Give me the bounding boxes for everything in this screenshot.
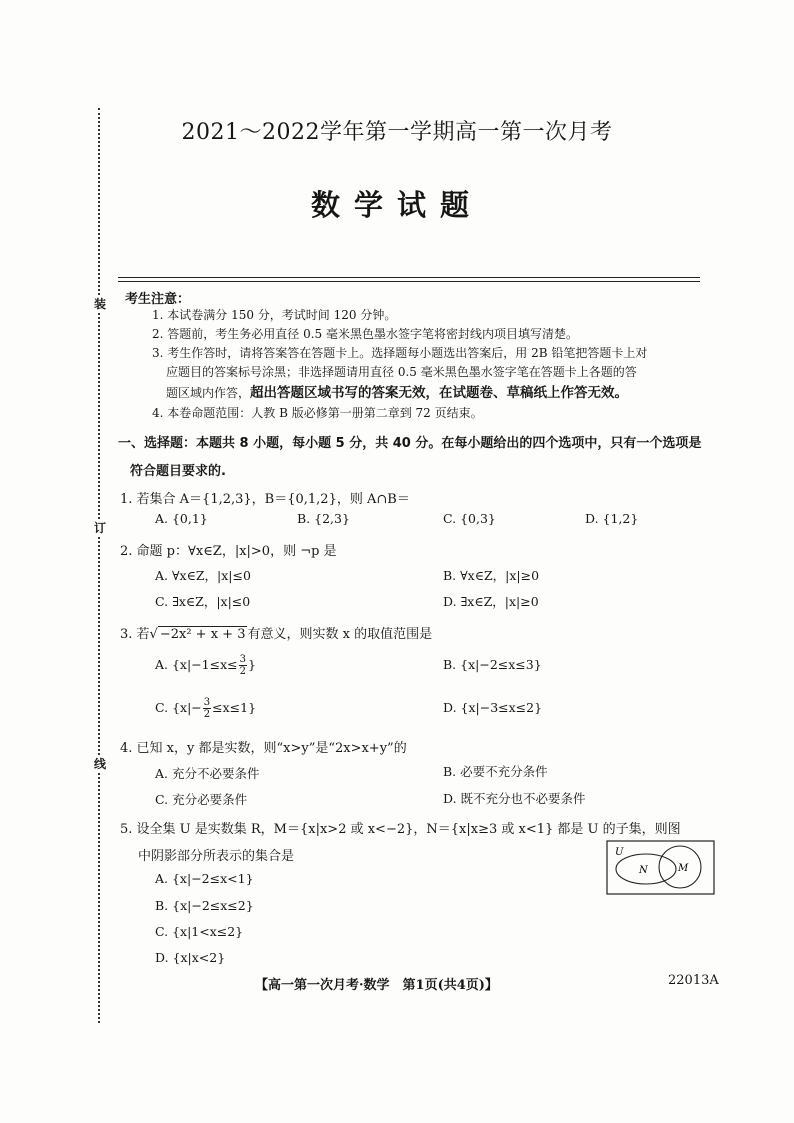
question-5-option-c: C. {x|1<x≤2} [155, 924, 244, 939]
question-1-option-a: A. {0,1} [155, 511, 208, 526]
notes-line-6: 4. 本卷命题范围：人教 B 版必修第一册第二章到 72 页结束。 [152, 406, 483, 420]
question-1-stem: 1. 若集合 A＝{1,2,3}，B＝{0,1,2}，则 A∩B＝ [120, 492, 410, 507]
binding-label-ding: 订 [93, 521, 106, 535]
binding-dotted-line [98, 108, 100, 1023]
venn-label-n: N [639, 865, 648, 876]
exam-title: 2021～2022学年第一学期高一第一次月考 [181, 120, 613, 145]
question-3-stem-post: 有意义，则实数 x 的取值范围是 [247, 627, 433, 642]
question-3-option-c-post: ≤x≤1} [212, 700, 257, 715]
sqrt-sign: √ [149, 627, 158, 642]
notes-line-5 [166, 381, 628, 401]
question-2-option-d: D. ∃x∈Z，|x|≥0 [443, 594, 539, 609]
question-1-option-c: C. {0,3} [443, 511, 496, 526]
notes-line-4: 应题目的答案标号涂黑；非选择题请用直径 0.5 毫米黑色墨水签字笔在答题卡上各题的答 [166, 365, 637, 379]
question-4-option-a: A. 充分不必要条件 [155, 766, 260, 781]
notes-heading: 考生注意： [125, 292, 191, 307]
fraction-numerator: 3 [203, 697, 211, 708]
question-3-option-a [155, 654, 256, 677]
fraction [203, 697, 211, 720]
question-4-stem: 4. 已知 x，y 都是实数，则“x>y”是“2x>x+y”的 [120, 741, 407, 756]
notes-line-5-plain: 题区域内作答， [166, 386, 251, 400]
question-3-option-a-post: } [248, 657, 256, 672]
question-2-option-a: A. ∀x∈Z，|x|≤0 [155, 568, 251, 583]
section-heading: 一、选择题：本题共 8 小题，每小题 5 分，共 40 分。在每小题给出的四个选项中，只有一个选项是 [118, 436, 702, 451]
question-3-option-c [155, 697, 256, 720]
binding-label-zhuang: 装 [93, 297, 106, 311]
header-rule-thick [118, 277, 700, 278]
header-rule-thin [118, 281, 700, 282]
fraction [239, 654, 247, 677]
question-5-option-d: D. {x|x<2} [155, 950, 226, 965]
question-3-option-d: D. {x|−3≤x≤2} [443, 700, 543, 715]
question-3-option-c-pre: C. {x|− [155, 700, 202, 715]
question-1-option-d: D. {1,2} [585, 511, 639, 526]
question-2-option-b: B. ∀x∈Z，|x|≥0 [443, 568, 540, 583]
question-4-option-c: C. 充分必要条件 [155, 792, 248, 807]
question-5-stem-cont: 中阴影部分所表示的集合是 [138, 849, 295, 864]
fraction-numerator: 3 [239, 654, 246, 665]
venn-label-m: M [678, 863, 689, 874]
notes-line-2: 2. 答题前，考生务必用直径 0.5 毫米黑色墨水签字笔将密封线内项目填写清楚。 [152, 327, 578, 341]
paper-code: 22013A [668, 973, 719, 988]
question-2-option-c: C. ∃x∈Z，|x|≤0 [155, 594, 251, 609]
notes-line-3: 3. 考生作答时，请将答案答在答题卡上。选择题每小题选出答案后，用 2B 铅笔把答题卡上对 [152, 346, 648, 360]
question-3-option-b: B. {x|−2≤x≤3} [443, 657, 542, 672]
question-5-stem: 5. 设全集 U 是实数集 R，M＝{x|x>2 或 x<−2}，N＝{x|x≥3 或 x<1} 都是 U 的子集，则图 [120, 822, 681, 837]
binding-label-xian: 线 [93, 757, 106, 771]
question-4-option-b: B. 必要不充分条件 [443, 764, 548, 779]
fraction-denominator: 2 [239, 666, 246, 677]
notes-line-1: 1. 本试卷满分 150 分，考试时间 120 分钟。 [152, 308, 397, 322]
question-3-radicand: −2x² + x + 3 [159, 627, 246, 642]
question-2-stem: 2. 命题 p：∀x∈Z，|x|>0，则 ¬p 是 [120, 544, 337, 559]
question-4-option-d: D. 既不充分也不必要条件 [443, 791, 586, 806]
question-3-option-a-pre: A. {x|−1≤x≤ [155, 657, 238, 672]
fraction-denominator: 2 [203, 709, 211, 720]
page-footer: 【高一第一次月考·数学 第1页(共4页)】 [255, 978, 498, 993]
question-5-option-b: B. {x|−2≤x≤2} [155, 898, 254, 913]
question-3-stem [120, 623, 432, 642]
venn-diagram [606, 840, 716, 896]
question-5-option-a: A. {x|−2≤x<1} [155, 871, 254, 886]
exam-subject-title: 数学试题 [310, 188, 483, 222]
notes-line-5-emphasis: 超出答题区域书写的答案无效，在试题卷、草稿纸上作答无效。 [250, 385, 629, 401]
question-1-option-b: B. {2,3} [297, 511, 350, 526]
venn-label-u: U [615, 847, 624, 858]
section-heading-cont: 符合题目要求的. [130, 464, 226, 479]
question-3-stem-pre: 3. 若 [120, 627, 150, 642]
